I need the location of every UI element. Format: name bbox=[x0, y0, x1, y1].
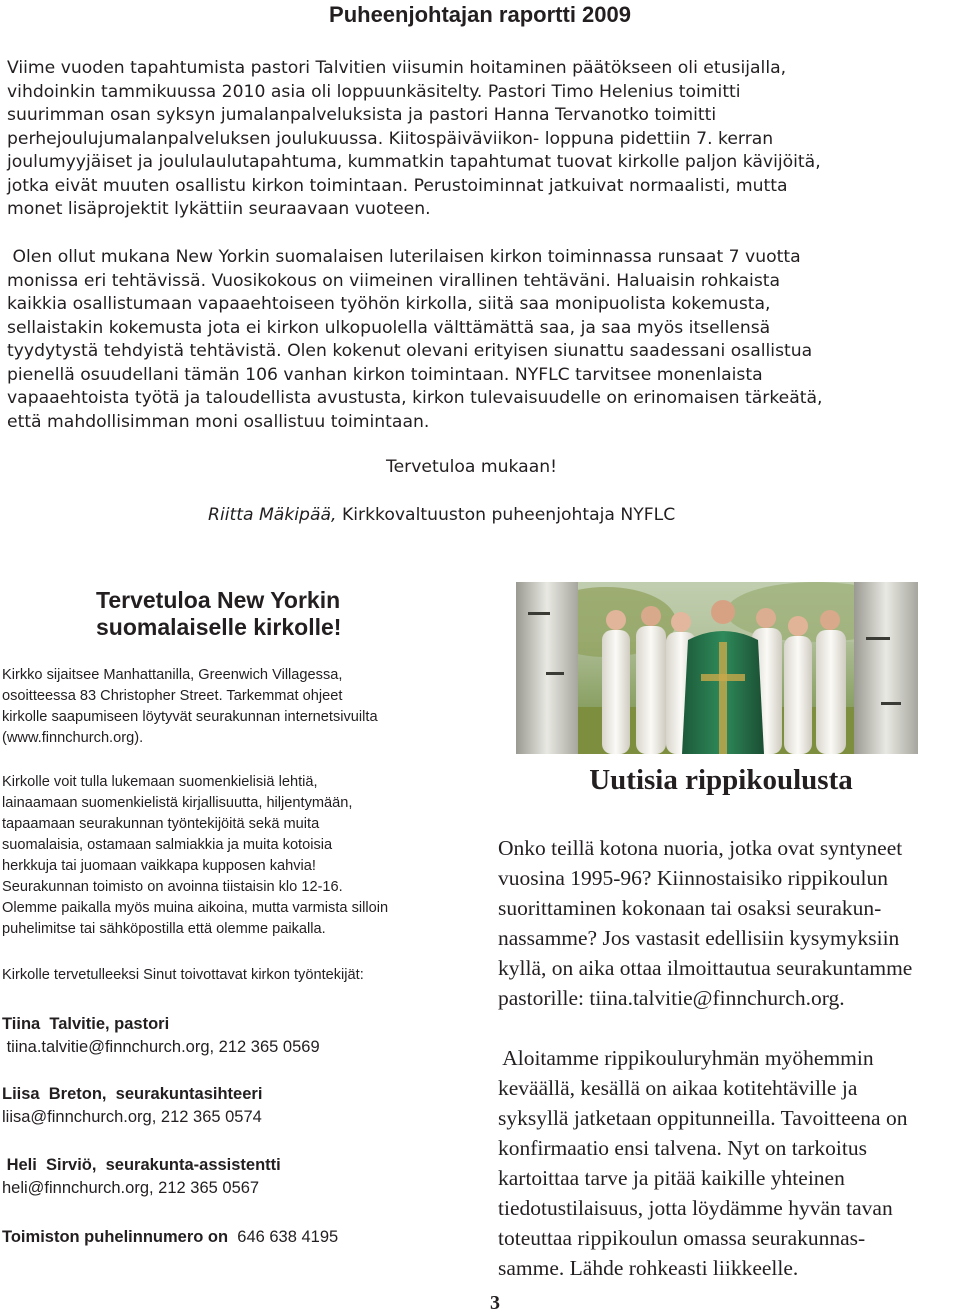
staff-role: Tiina Talvitie, pastori bbox=[2, 1015, 170, 1033]
signature-name: Riitta Mäkipää, bbox=[208, 505, 337, 525]
news-paragraph-1 bbox=[498, 833, 912, 1013]
text-line: kaikkia osallistumaan vapaaehtoiseen työhön kirkolla, siitä saa monipuolista kokemusta, bbox=[7, 294, 771, 314]
heading-line: Tervetuloa New Yorkin bbox=[96, 587, 341, 613]
text-line: vapaaehtoista työtä ja taloudellista avustusta, kirkon tulevaisuudelle on erinomaisen tärkeätä, bbox=[7, 388, 823, 408]
text-line: pastorille: tiina.talvitie@finnchurch.org. bbox=[498, 986, 845, 1010]
text-line: Onko teillä kotona nuoria, jotka ovat syntyneet bbox=[498, 836, 903, 860]
text-line: Seurakunnan toimisto on avoinna tiistaisin klo 12-16. bbox=[2, 879, 343, 895]
text-line: pienellä osuudellani tämän 106 vanhan kirkon toimintaan. NYFLC tarvitsee monenlaista bbox=[7, 364, 763, 385]
text-line: joulumyyjäiset ja joululaulutapahtuma, kummatkin tapahtumat tuovat kirkolle paljon kävijöitä, bbox=[7, 152, 821, 172]
text-line: Kirkko sijaitsee Manhattanilla, Greenwich Villagessa, bbox=[2, 667, 343, 683]
signature bbox=[208, 505, 675, 525]
page-title: Puheenjohtajan raportti 2009 bbox=[329, 2, 631, 27]
text-line: sellaistakin kokemusta jota ei kirkon ulkopuolella välttämättä saa, ja saa myös itsellensä bbox=[7, 317, 771, 338]
text-line: kirkolle saapumiseen löytyvät seurakunnan internetsivuilta bbox=[2, 709, 378, 725]
text-line: Viime vuoden tapahtumista pastori Talvitien viisumin hoitaminen päätökseen oli etusijalla, bbox=[7, 58, 787, 78]
report-paragraph-1 bbox=[7, 57, 957, 222]
text-line: konfirmaatio ensi talvena. Nyt on tarkoitus bbox=[498, 1136, 867, 1160]
text-line: Aloitamme rippikouluryhmän myöhemmin bbox=[498, 1046, 874, 1070]
text-line: Olemme paikalla myös muina aikoina, mutta varmista silloin bbox=[2, 900, 389, 916]
text-line: keväällä, kesällä on aikaa kotitehtäville ja bbox=[498, 1076, 858, 1100]
text-line: osoitteessa 83 Christopher Street. Tarkemmat ohjeet bbox=[2, 688, 343, 704]
staff-detail: heli@finnchurch.org, 212 365 0567 bbox=[2, 1179, 260, 1197]
text-line: tiedotustilaisuus, jotta löydämme hyvän tavan bbox=[498, 1196, 893, 1220]
text-line: Kirkolle voit tulla lukemaan suomenkielisiä lehtiä, bbox=[2, 774, 318, 790]
text-line: kyllä, on aika ottaa ilmoittautua seurakuntamme bbox=[498, 956, 913, 980]
text-line: herkkuja tai juomaan vaikkapa kupposen kahvia! bbox=[2, 858, 316, 874]
text-line: vihdoinkin tammikuussa 2010 asia oli loppuunkäsitelty. Pastori Timo Helenius toimitti bbox=[7, 81, 741, 102]
staff-detail: liisa@finnchurch.org, 212 365 0574 bbox=[2, 1108, 262, 1126]
office-phone-label: Toimiston puhelinnumero on bbox=[2, 1228, 229, 1246]
text-line: syksyllä jatketaan oppitunneilla. Tavoitteena on bbox=[498, 1106, 908, 1130]
staff-detail: tiina.talvitie@finnchurch.org, 212 365 0569 bbox=[2, 1038, 320, 1056]
staff-role: Liisa Breton, seurakuntasihteeri bbox=[2, 1085, 263, 1103]
office-phone bbox=[2, 1226, 338, 1249]
text-line: tyydytystä tehdyistä tehtävistä. Olen kokenut olevani erityisen siunattu saadessani osallistua bbox=[7, 341, 813, 361]
church-location-info bbox=[2, 665, 378, 749]
staff-role: Heli Sirviö, seurakunta-assistentti bbox=[2, 1156, 281, 1174]
welcome-line: Tervetuloa mukaan! bbox=[386, 457, 558, 477]
signature-role: Kirkkovaltuuston puheenjohtaja NYFLC bbox=[336, 505, 676, 525]
office-phone-number: 646 638 4195 bbox=[228, 1228, 339, 1246]
welcome-box-heading bbox=[96, 587, 341, 641]
text-line: Olen ollut mukana New Yorkin suomalaisen luterilaisen kirkon toiminnassa runsaat 7 vuotta bbox=[7, 247, 801, 267]
church-activities-info bbox=[2, 772, 388, 940]
heading-line: suomalaiselle kirkolle! bbox=[96, 614, 342, 640]
staff-contact bbox=[2, 1013, 320, 1059]
page-number: 3 bbox=[490, 1292, 500, 1314]
confirmation-group-photo bbox=[516, 582, 918, 754]
text-line: suorittaminen kokonaan tai osaksi seurakun- bbox=[498, 896, 882, 920]
text-line: suomalaisia, ostamaan salmiakkia ja muita kotoisia bbox=[2, 837, 333, 853]
text-line: samme. Lähde rohkeasti liikkeelle. bbox=[498, 1256, 799, 1280]
text-line: perhejoulujumalanpalveluksen joulukuussa. Kiitospäiväviikon- loppuna pidettiin 7. kerran bbox=[7, 128, 774, 149]
text-line: monet lisäprojektit lykättiin seuraavaan vuoteen. bbox=[7, 199, 431, 219]
text-line: nassamme? Jos vastasit edellisiin kysymyksiin bbox=[498, 926, 900, 950]
news-paragraph-2 bbox=[498, 1043, 907, 1283]
text-line: monissa eri tehtävissä. Vuosikokous on viimeinen virallinen tehtäväni. Haluaisin rohkaista bbox=[7, 270, 781, 291]
text-line: tapaamaan seurakunnan työntekijöitä sekä muita bbox=[2, 816, 320, 832]
text-line: suurimman osan syksyn jumalanpalveluksista ja pastori Hanna Tervanotko toimitti bbox=[7, 105, 717, 125]
text-line: jotka eivät muuten osallistu kirkon toimintaan. Perustoiminnat jatkuivat normaalisti, mutta bbox=[7, 175, 788, 196]
text-line: että mahdollisimman moni osallistuu toimintaan. bbox=[7, 411, 430, 432]
text-line: toteuttaa rippikoulun omassa seurakunnas- bbox=[498, 1226, 866, 1250]
text-line: vuosina 1995-96? Kiinnostaisiko rippikoulun bbox=[498, 866, 888, 890]
news-heading: Uutisia rippikoulusta bbox=[589, 764, 853, 796]
text-line: lainaamaan suomenkielistä kirjallisuutta, hiljentymään, bbox=[2, 795, 353, 811]
text-line: (www.finnchurch.org). bbox=[2, 730, 144, 746]
text-line: kartoittaa tarve ja pitää kaikille yhteinen bbox=[498, 1166, 845, 1190]
staff-contact bbox=[2, 1083, 262, 1129]
text-line: puhelimitse tai sähköpostilla että olemme paikalla. bbox=[2, 921, 326, 937]
report-paragraph-2 bbox=[7, 246, 957, 434]
staff-intro: Kirkolle tervetulleeksi Sinut toivottavat kirkon työntekijät: bbox=[2, 967, 364, 983]
photo-illustration bbox=[516, 582, 918, 754]
staff-contact bbox=[2, 1154, 281, 1200]
